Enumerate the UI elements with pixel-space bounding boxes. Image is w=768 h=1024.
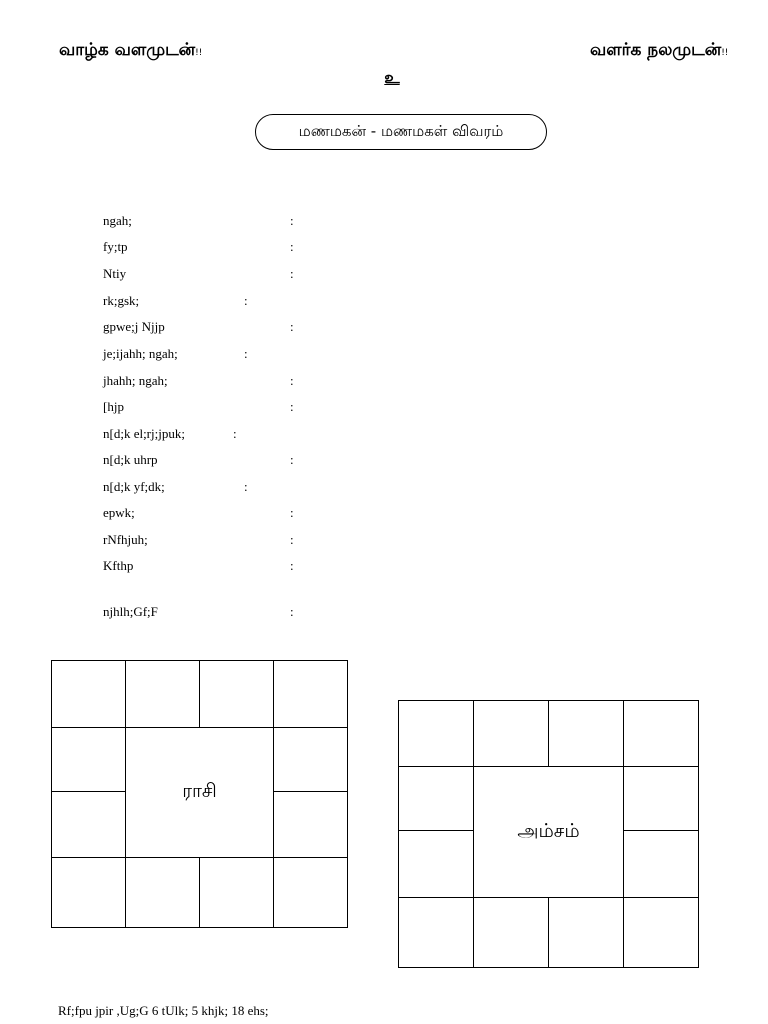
field-colon-complexion: : [290,505,294,520]
rasi-cell [274,792,348,858]
field-label-birth-star: n[d;k el;rj;jpuk; [103,426,185,441]
field-colon-name: : [290,213,294,228]
field-label-siblings: rNfhjuh; [103,532,148,547]
rasi-cell [274,728,348,792]
field-label-complexion: epwk; [103,505,135,520]
amsam-cell [399,898,474,968]
field-label-name: ngah; [103,213,132,228]
rasi-center [126,728,274,858]
amsam-cell [474,898,549,968]
amsam-cell [624,898,699,968]
amsam-cell [549,898,624,968]
left-greeting-mark: !! [195,48,203,58]
dasa-balance-note: Rf;fpu jpir ,Ug;G 6 tUlk; 5 khjk; 18 ehs; [58,1003,269,1018]
pillaiyar-suzhi: உ [384,68,400,88]
field-label-address: Kfthp [103,558,134,573]
field-colon-job: : [290,266,294,281]
page-title: மணமகன் - மணமகள் விவரம் [255,114,547,150]
amsam-chart [398,700,699,968]
rasi-cell [126,661,200,728]
right-greeting [590,40,728,62]
field-label-birth-date: gpwe;j Njjp [103,319,165,334]
right-greeting-mark: !! [721,48,729,58]
amsam-cell [624,701,699,767]
rasi-cell [52,728,126,792]
field-label-job: Ntiy [103,266,127,281]
amsam-center [474,767,624,898]
field-label-birth-rasi: n[d;k uhrp [103,452,158,467]
field-label-father-name: je;ijahh; ngah; [103,346,178,361]
field-label-mother-name: jhahh; ngah; [103,373,168,388]
left-greeting [59,40,202,62]
rasi-cell [52,792,126,858]
amsam-cell [624,767,699,831]
field-colon-contact: : [290,604,294,619]
rasi-cell [274,858,348,928]
field-colon-birth-star: : [233,426,237,441]
rasi-cell [200,858,274,928]
field-colon-father-name: : [244,346,248,361]
field-label-contact: njhlh;Gf;F [103,604,158,619]
amsam-label: அம்சம் [517,819,580,842]
field-colon-education: : [290,239,294,254]
rasi-cell [52,661,126,728]
field-colon-mother-name: : [290,373,294,388]
rasi-cell [274,661,348,728]
amsam-cell [549,701,624,767]
amsam-cell [399,701,474,767]
rasi-cell [52,858,126,928]
field-colon-address: : [290,558,294,573]
field-colon-siblings: : [290,532,294,547]
field-colon-caste: : [290,399,294,414]
amsam-cell [474,701,549,767]
amsam-cell [399,767,474,831]
field-label-caste: [hjp [103,399,124,414]
field-colon-birth-rasi: : [290,452,294,467]
field-colon-salary: : [244,293,248,308]
field-label-salary: rk;gsk; [103,293,140,308]
amsam-cell [399,831,474,898]
amsam-cell [624,831,699,898]
field-colon-birth-lagnam: : [244,479,248,494]
rasi-cell [126,858,200,928]
rasi-chart [51,660,348,928]
field-colon-birth-date: : [290,319,294,334]
left-greeting-text: வாழ்க வளமுடன் [59,40,196,60]
rasi-label: ராசி [182,780,217,802]
rasi-cell [200,661,274,728]
field-label-education: fy;tp [103,239,128,254]
right-greeting-text: வளர்க நலமுடன் [590,40,722,60]
field-label-birth-lagnam: n[d;k yf;dk; [103,479,165,494]
